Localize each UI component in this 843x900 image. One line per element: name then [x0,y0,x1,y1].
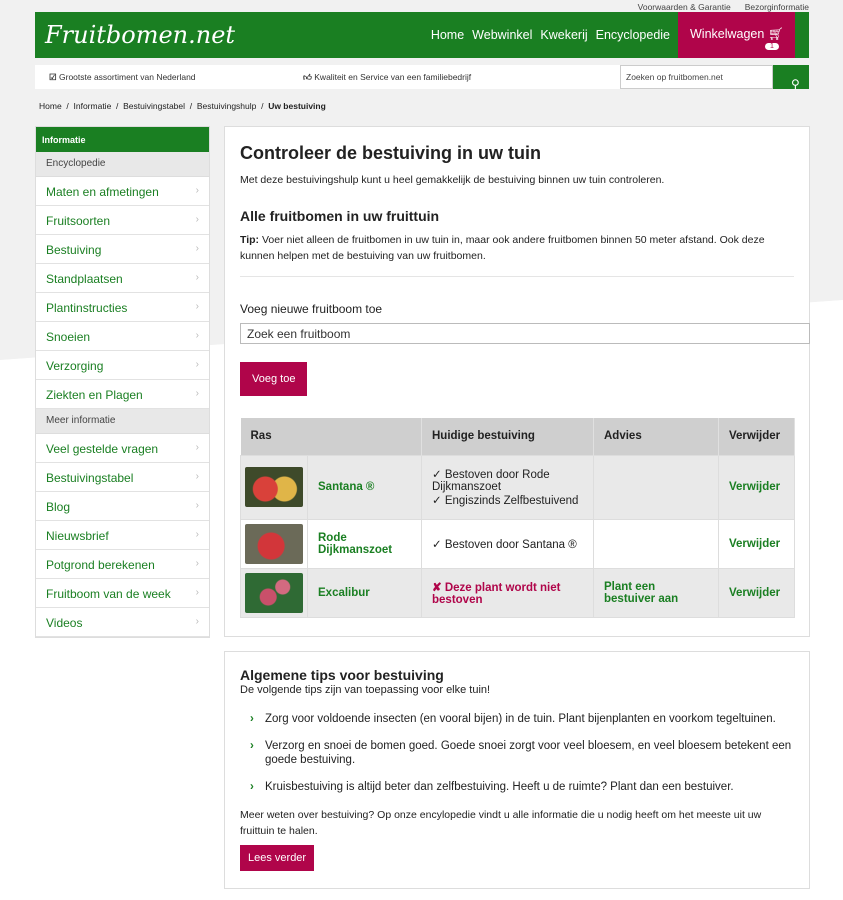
chevron-right-icon: › [195,301,199,312]
crumb-bestuivingstabel[interactable]: Bestuivingstabel [123,101,186,111]
sidebar-header: Informatie [36,127,209,152]
tree-image [241,519,308,568]
sidebar-item[interactable] [36,521,209,550]
sidebar-item-label: Snoeien [46,330,91,344]
terms-link[interactable]: Voorwaarden & Garantie [637,2,731,12]
page-title: Controleer de bestuiving in uw tuin [240,143,542,163]
sidebar-item-label: Veel gestelde vragen [46,442,159,456]
col-bestuiving: Huidige bestuiving [422,418,594,455]
cart-icon: 🛒︎ [767,27,784,41]
chevron-right-icon: › [195,359,199,370]
advice [594,519,719,568]
cart-label: Winkelwagen [690,27,765,41]
tips-title: Algemene tips voor bestuiving [240,667,444,683]
table-header [241,418,795,455]
sidebar-item[interactable] [36,579,209,608]
pollination-checker [224,126,810,637]
sidebar-item-label: Videos [46,616,83,630]
sidebar-item[interactable] [36,608,209,637]
usp-quality [303,72,471,83]
crumb-bestuivingshulp[interactable]: Bestuivingshulp [196,101,257,111]
tree-image [241,455,308,519]
sidebar-item-label: Verzorging [46,359,104,373]
sidebar-group: Meer informatie [36,409,209,434]
logo[interactable]: Fruitbomen.net [45,21,236,49]
sidebar-item-label: Fruitboom van de week [46,587,171,601]
sidebar-item[interactable] [36,550,209,579]
table-row [241,519,795,568]
cart-button[interactable] [678,12,795,58]
sidebar-item[interactable] [36,235,209,264]
sidebar-item[interactable] [36,463,209,492]
sidebar-item[interactable] [36,322,209,351]
info-bar [35,65,809,89]
chevron-right-icon: › [195,616,199,627]
pollination-warning: ✘ Deze plant wordt niet bestoven [422,568,594,617]
section-title: Alle fruitbomen in uw fruittuin [240,208,440,224]
pollination-status [422,455,594,519]
chevron-right-icon: › [195,471,199,482]
sidebar-item-label: Fruitsoorten [46,214,111,228]
add-label: Voeg nieuwe fruitboom toe [240,302,383,316]
tip-label: Tip: [240,234,260,246]
sidebar-group: Encyclopedie [36,152,209,177]
tips-card [224,651,810,889]
sidebar [35,126,210,638]
chevron-right-icon: › [195,529,199,540]
chevron-right-icon: › [195,214,199,225]
sidebar-item[interactable] [36,380,209,409]
tree-image [241,568,308,617]
crumb-home[interactable]: Home [39,101,62,111]
col-advies: Advies [594,418,719,455]
fruit-tree-search[interactable]: Zoek een fruitboom [240,323,810,344]
thumbs-up-icon: 👍︎ [303,72,312,82]
tips-subtitle: De volgende tips zijn van toepassing voor elke tuin! [240,684,491,696]
remove-link[interactable]: Verwijder [719,455,795,519]
sidebar-item-label: Maten en afmetingen [46,185,159,199]
sidebar-item-label: Plantinstructies [46,301,128,315]
nav-encyclopedie[interactable]: Encyclopedie [595,28,670,42]
tip-item: › Verzorg en snoei de bomen goed. Goede snoei zorgt voor veel bloesem, en veel bloesem betekent een goede bestuiving. [250,739,794,767]
sidebar-item[interactable] [36,177,209,206]
tips-list [240,712,794,794]
pollination-line: ✓ Engiszinds Zelfbestuivend [432,495,579,507]
sidebar-item[interactable] [36,264,209,293]
trees-table [240,418,795,618]
sidebar-item[interactable] [36,293,209,322]
chevron-right-icon: › [195,587,199,598]
col-verwijder: Verwijder [719,418,795,455]
table-row [241,568,795,617]
chevron-right-icon: › [195,388,199,399]
advice[interactable]: Plant een bestuiver aan [594,568,719,617]
chevron-right-icon: › [195,558,199,569]
intro-text: Met deze bestuivingshulp kunt u heel gemakkelijk de bestuiving binnen uw tuin controleren. [240,174,665,186]
sidebar-item-label: Blog [46,500,71,514]
pollination-status: ✓ Bestoven door Santana ® [422,519,594,568]
tip-text [240,232,794,277]
sidebar-item-label: Potgrond berekenen [46,558,155,572]
remove-link[interactable]: Verwijder [719,568,795,617]
tip-item: › Zorg voor voldoende insecten (en vooral bijen) in de tuin. Plant bijenplanten en voorkom tegeltuinen. [250,712,794,726]
breadcrumb: Home / Informatie / Bestuivingstabel / Bestuivingshulp / Uw bestuiving [39,101,326,111]
main-nav [431,28,670,42]
tip-body: Voer niet alleen de fruitbomen in uw tuin in, maar ook andere fruitbomen binnen 50 meter afstand. Ook deze kunnen helpen met de bestuiving van uw fruitbomen. [240,234,765,262]
sidebar-item[interactable] [36,351,209,380]
cart-count: 1 [765,43,779,50]
crumb-informatie[interactable]: Informatie [73,101,112,111]
tree-name[interactable]: Rode Dijkmanszoet [308,519,422,568]
sidebar-item-label: Ziekten en Plagen [46,388,143,402]
sidebar-item-label: Nieuwsbrief [46,529,109,543]
tip-item: › Kruisbestuiving is altijd beter dan zelfbestuiving. Heeft u de ruimte? Plant dan een bestuiver. [250,780,794,794]
tree-name[interactable]: Excalibur [308,568,422,617]
read-more-button[interactable]: Lees verder [240,845,314,871]
sidebar-item-label: Standplaatsen [46,272,123,286]
more-text: Meer weten over bestuiving? Op onze encylopedie vindt u alle informatie die u nodig heeft om het meeste uit uw fruittuin te halen. [240,809,762,837]
remove-link[interactable]: Verwijder [719,519,795,568]
chevron-right-icon: › [195,500,199,511]
crumb-current: Uw bestuiving [268,101,326,111]
nav-kwekerij[interactable]: Kwekerij [540,28,588,42]
usp-assortment [49,72,196,83]
usp-text: Kwaliteit en Service van een familiebedrijf [314,72,472,82]
usp-text: Grootste assortiment van Nederland [59,72,196,82]
nav-home[interactable]: Home [430,28,465,42]
col-ras: Ras [241,418,422,455]
top-links [638,2,809,12]
add-button[interactable]: Voeg toe [240,362,307,396]
sidebar-item[interactable] [36,206,209,235]
chevron-right-icon: › [195,330,199,341]
advice [594,455,719,519]
delivery-link[interactable]: Bezorginformatie [744,2,809,12]
chevron-right-icon: › [195,243,199,254]
search-button[interactable] [773,65,809,89]
pollination-line: ✓ Bestoven door Rode Dijkmanszoet [432,469,550,493]
header [35,12,809,58]
chevron-right-icon: › [195,442,199,453]
sidebar-item-label: Bestuiving [46,243,102,257]
chevron-right-icon: › [195,272,199,283]
search-input[interactable]: Zoeken op fruitbomen.net [620,65,773,89]
table-row [241,455,795,519]
sidebar-item[interactable] [36,434,209,463]
nav-webwinkel[interactable]: Webwinkel [472,28,533,42]
search-icon: ⚲ [791,77,800,91]
chevron-right-icon: › [195,185,199,196]
tree-name[interactable]: Santana ® [308,455,422,519]
sidebar-item[interactable] [36,492,209,521]
check-icon: ☑ [49,72,57,82]
sidebar-item-label: Bestuivingstabel [46,471,134,485]
